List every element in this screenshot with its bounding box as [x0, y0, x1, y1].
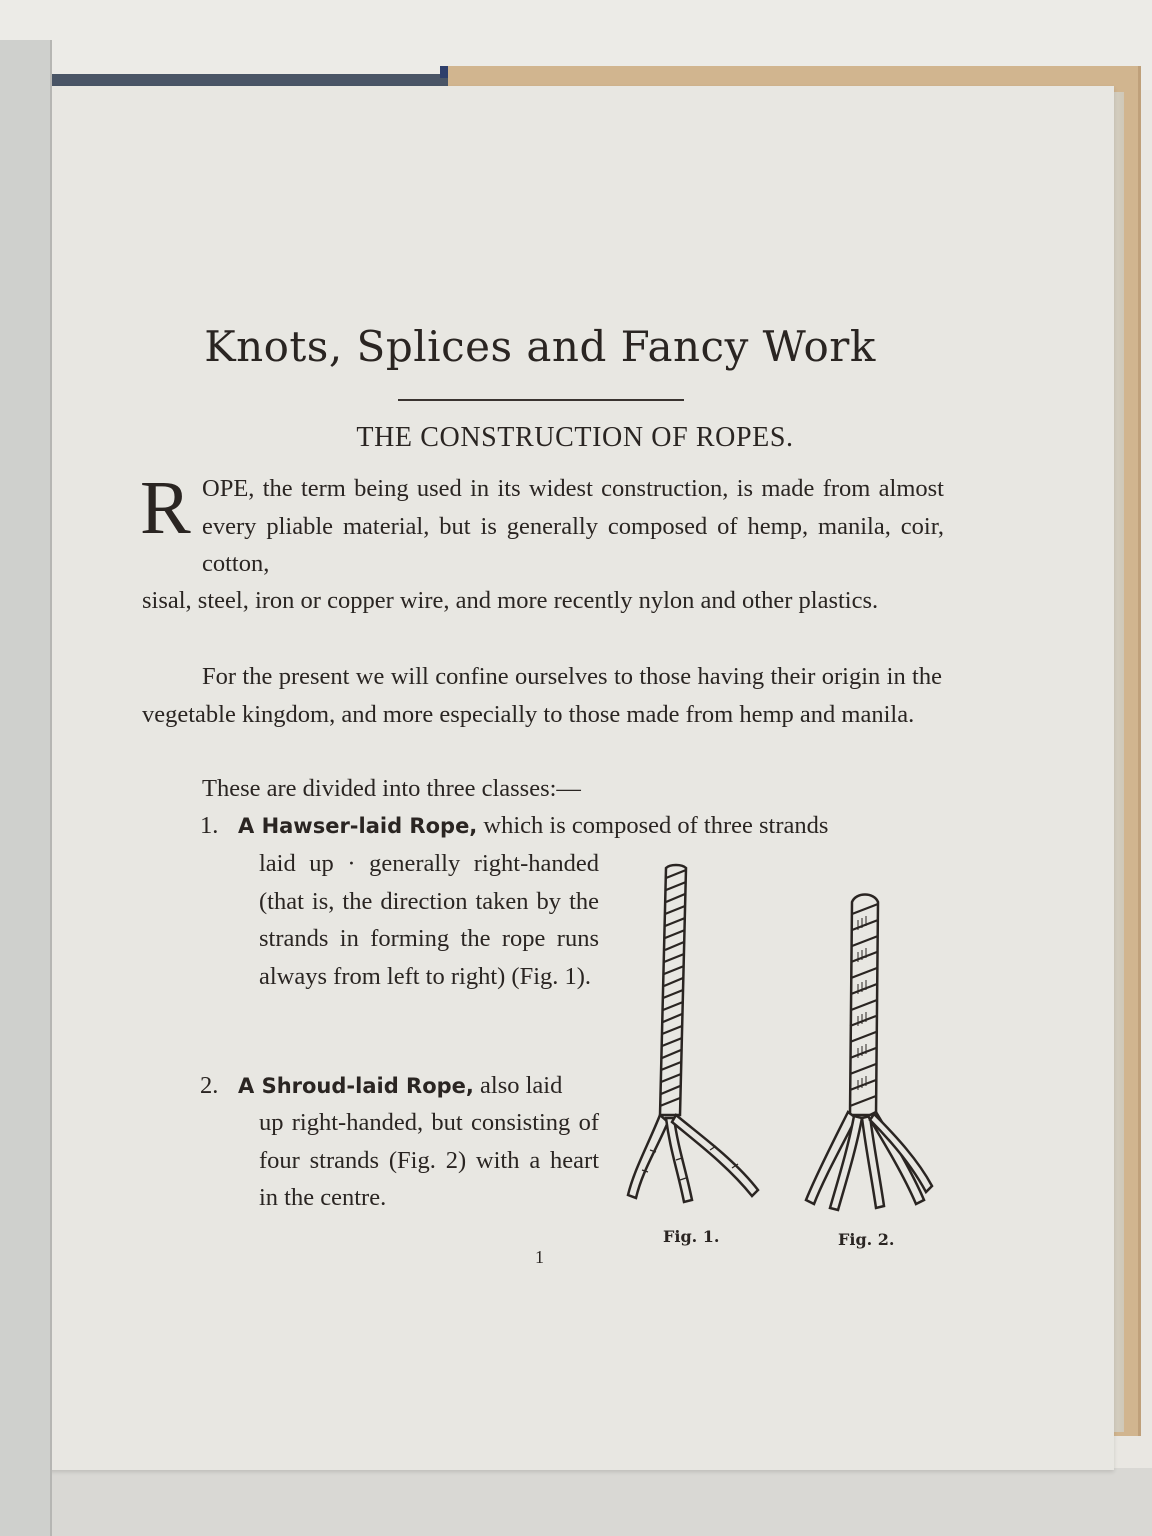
hawser-laid-rope-illustration-icon: [620, 860, 765, 1210]
paragraph-1-end: sisal, steel, iron or copper wire, and more recently nylon and other plastics.: [142, 587, 879, 614]
paragraph-3: These are divided into three classes:—: [202, 775, 581, 802]
paragraph-2: For the present we will confine ourselves to those having their origin in the vegetable kingdom, and more especially to those made from hemp and manila.: [142, 663, 942, 728]
list-item-1-heading: [200, 807, 942, 846]
page-number: 1: [535, 1247, 544, 1267]
list-lead-text: also laid: [480, 1072, 563, 1099]
list-number: 2.: [200, 1072, 219, 1099]
list-number: 1.: [200, 812, 219, 839]
list-item-2-body: up right-handed, but consisting of four strands (Fig. 2) with a heart in the centre.: [259, 1109, 599, 1211]
book-title: Knots, Splices and Fancy Work: [204, 322, 876, 371]
facing-page-edge: [0, 40, 52, 1536]
term-shroud-laid: A Shroud-laid Rope,: [238, 1074, 474, 1098]
figure-1-caption: Fig. 1.: [663, 1227, 720, 1246]
drop-cap: R: [140, 466, 191, 550]
list-lead-text: which is composed of three strands: [483, 812, 829, 839]
chapter-heading: THE CONSTRUCTION OF ROPES.: [356, 422, 794, 453]
paragraph-1-start: OPE, the term being used in its widest construction, is made from almost every pliable material, but is generally composed of hemp, manila, coir, cotton,: [202, 475, 944, 577]
list-item-1-body: laid up · generally right-handed (that is, the direction taken by the strands in forming the rope runs always from left to right) (Fig. 1).: [259, 850, 599, 990]
table-surface: [0, 1468, 1152, 1536]
figure-2-caption: Fig. 2.: [838, 1230, 895, 1249]
term-hawser-laid: A Hawser-laid Rope,: [238, 814, 478, 838]
list-item-2-heading: [200, 1067, 600, 1106]
shroud-laid-rope-illustration-icon: [800, 890, 940, 1215]
title-rule: [398, 399, 684, 401]
